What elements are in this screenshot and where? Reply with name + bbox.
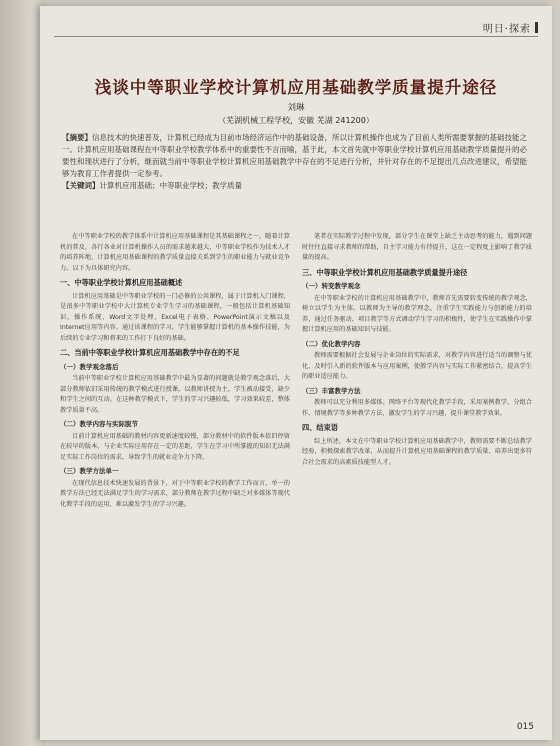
keywords-text: 计算机应用基础；中等职业学校；教学质量 — [99, 181, 242, 190]
abstract-text: 信息技术的快速普及，计算机已经成为目前市场经济运作中的基础设备，所以计算机操作也成为了目前人类所需要掌握的基础技能之一。计算机应用基础课程在中等职业学校教学体系中的重要性不言而喻，基于此，本文首先就中等职业学校计算机应用基础教学质量提升的必要性和现状进行了分析，继而就当前中等职业学校计算机应用基础教学中存在的不足进行分析，并针对存在的不足提出几点改进建议，希望能够为教育工作者提供一定参考。 — [62, 133, 527, 178]
section-heading: 一、中等职业学校计算机应用基础概述 — [60, 278, 183, 287]
paragraph: 计算机应用基础是中等职业学校的一门必修的公共课程，属于计算机入门课程，是很多中等职业学校中大计算机专业学生学习的基础课程，一般包括计算机基础知识、操作系统、Word文字处理、Excel电子表格、PowerPoint演示文稿以及Internet应用等内容。通过该课程的学习，学生能够掌握计算机的基本操作技能，为后续的专业学习和将来的工作打下良好的基础。 — [60, 292, 290, 342]
abstract-label: 【摘要】 — [62, 133, 92, 142]
section-heading: 二、当前中等职业学校计算机应用基础教学中存在的不足 — [60, 348, 240, 357]
paragraph: 当前中等职业学校计算机应用基础教学中最为显著的问题就是教学观念落后，大部分教师依旧采用传统的教学模式进行授课，以教师讲授为主，学生被动接受，缺少和学生之间的互动。在这种教学模式下，学生的学习兴趣较低，学习效果较差，整体教学质量不高。 — [60, 375, 290, 414]
paragraph: 综上所述，本文在中等职业学校计算机应用基础教学中，教师需要不断总结教学经验，积极探索教学改革，从而提升计算机应用基础课程的教学质量，培养出更多符合社会需求的高素质技能型人才。 — [302, 437, 532, 466]
subsection-heading: （一）教学观念落后 — [60, 362, 119, 371]
subsection-heading: （二）优化教学内容 — [302, 339, 361, 348]
header-rule — [54, 36, 538, 37]
paragraph: 在中等职业学校的计算机应用基础教学中，教师首先需要转变传统的教学观念，树立以学生为主体、以教师为主导的教学理念，注重学生实践能力与创新能力的培养，通过任务驱动、项目教学等方式调动学生学习的积极性，使学生在实践操作中掌握计算机应用的基础知识与技能。 — [302, 294, 532, 333]
section-heading: 四、结束语 — [302, 423, 338, 432]
article-title: 浅谈中等职业学校计算机应用基础教学质量提升途径 — [94, 78, 498, 97]
subsection-heading: （一）转变教学观念 — [302, 282, 361, 290]
section-heading: 三、中等职业学校计算机应用基础教学质量提升途径 — [302, 267, 468, 277]
subsection-heading: （二）教学内容与实际脱节 — [60, 420, 138, 428]
article-affiliation: （芜湖机械工程学校，安徽 芜湖 241200） — [218, 116, 374, 125]
journal-page — [40, 6, 552, 740]
right-column — [302, 232, 532, 470]
left-column — [60, 232, 290, 512]
subsection-heading: （三）丰富教学方法 — [302, 386, 361, 395]
paragraph: 目前计算机应用基础的教材内容更新速度较慢，部分教材中的软件版本依旧停留在较早的版本，与企业实际应用存在一定的差距，学生在学习中所掌握的知识无法满足实际工作岗位的需求，导致学生的就业竞争力下降。 — [60, 432, 290, 461]
keywords-label: 【关键词】 — [62, 181, 100, 190]
page-number: 015 — [516, 722, 534, 732]
paragraph: 笔者在实际教学过程中发现，部分学生在课堂上缺乏主动思考的能力，遇到问题时往往直接寻求教师的帮助，自主学习能力有待提升，这在一定程度上影响了教学质量的提高。 — [302, 233, 532, 261]
article-author: 刘琳 — [287, 103, 305, 113]
subsection-heading: （三）教学方法单一 — [60, 467, 119, 475]
paragraph: 在现代信息技术快速发展的背景下，对于中等职业学校的教学工作而言，单一的教学方法已经无法满足学生的学习需求，部分教师在教学过程中缺乏对多媒体等现代化教学手段的运用，难以激发学生的学习兴趣。 — [60, 479, 290, 508]
paragraph: 在中等职业学校的教学体系中计算机应用基础课程是其基础课程之一，随着计算机的普及，各行各业对计算机操作人员的需求越来越大，中等职业学校作为技术人才的培养阵地，计算机应用基础课程的教学质量直接关系到学生的职业能力与就业竞争力。以下为具体研究内容。 — [60, 233, 290, 272]
paragraph: 教师可以充分利用多媒体、网络平台等现代化教学手段，采用案例教学、分组合作、情境教学等多种教学方法，激发学生的学习兴趣，提升课堂教学效果。 — [302, 399, 532, 417]
section-header: 明日·探索 — [483, 20, 538, 35]
paragraph: 教师需要根据社会发展与企业岗位的实际需求，对教学内容进行适当的调整与优化，及时引入新的软件版本与应用案例，使教学内容与实际工作紧密结合，提高学生的职业适应能力。 — [302, 352, 532, 380]
abstract-block — [62, 132, 530, 192]
header-bar-icon — [535, 22, 538, 33]
